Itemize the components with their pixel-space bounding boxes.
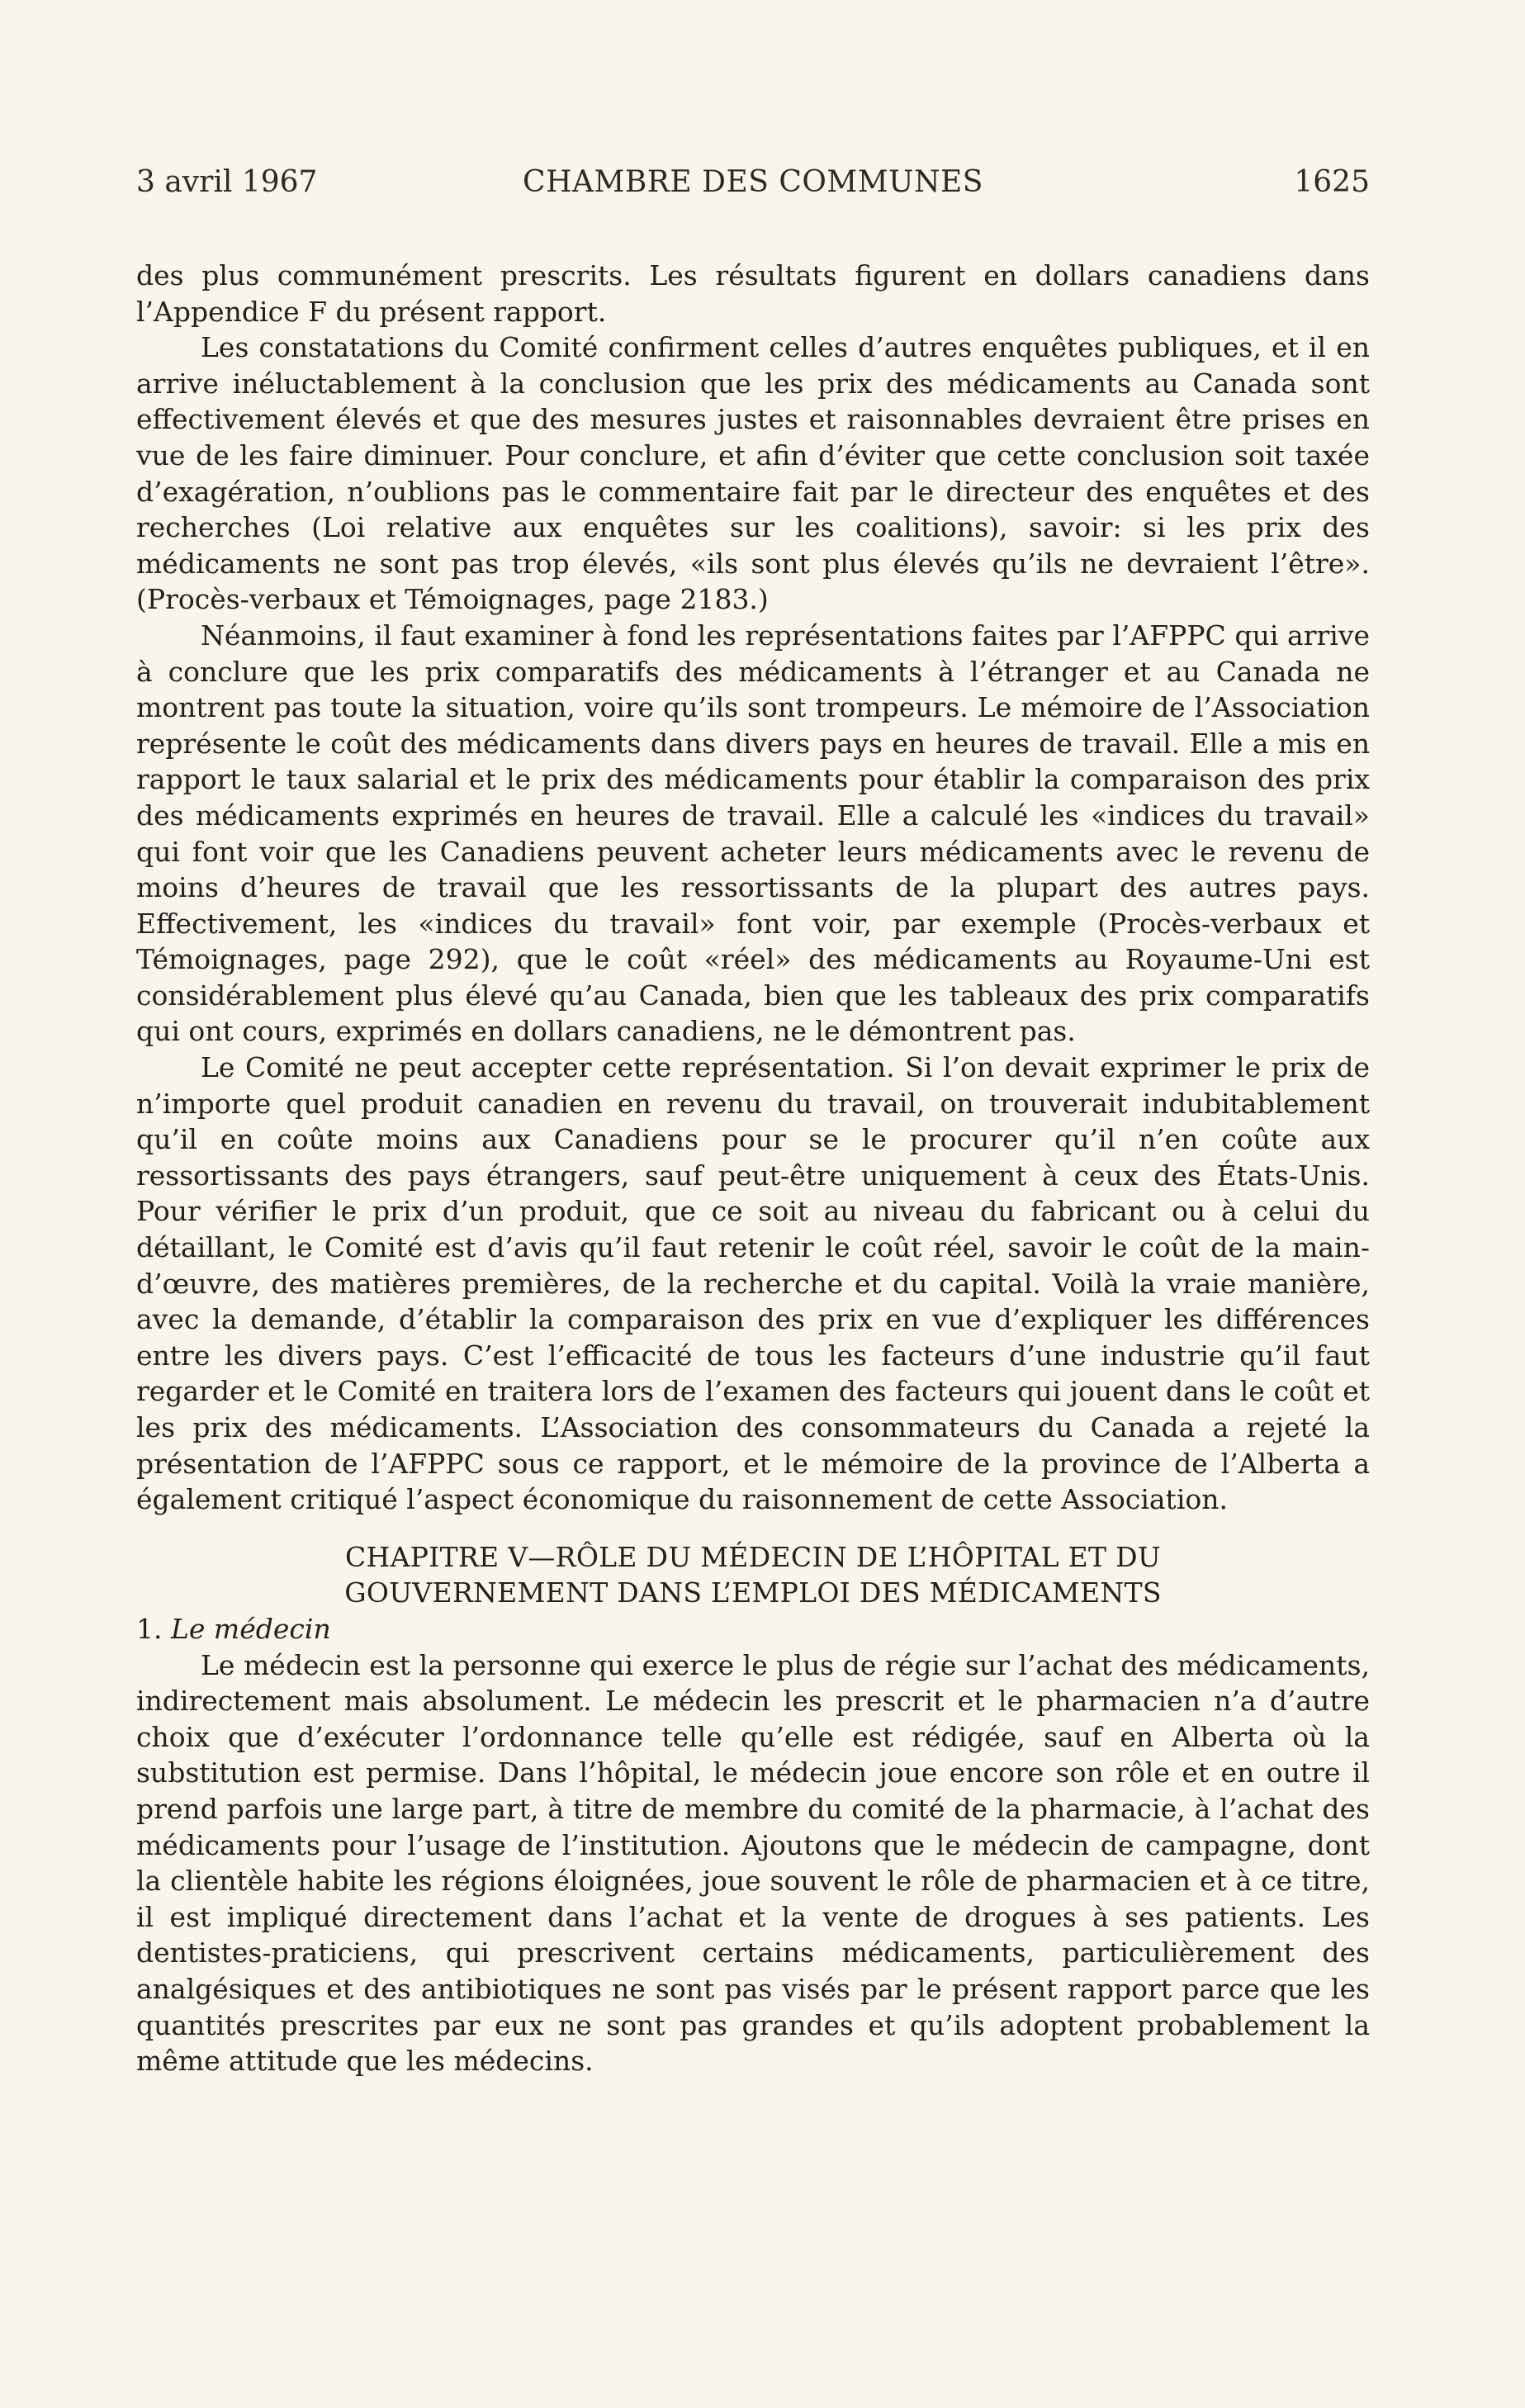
section-number: 1. <box>136 1612 163 1645</box>
paragraph-3: Néanmoins, il faut examiner à fond les représentations faites par l’AFPPC qui arrive à conclure que les prix comparatifs des médicaments à l’étranger et au Canada ne montrent pas toute la situation, voire qu’ils sont trompeurs. Le mémoire de l’Association représente le coût des médicaments dans divers pays en heures de travail. Elle a mis en rapport le taux salarial et le prix des médicaments pour établir la comparaison des prix des médicaments exprimés en heures de travail. Elle a calculé les «indices du travail» qui font voir que les Canadiens peuvent acheter leurs médicaments avec le revenu de moins d’heures de travail que les ressortissants de la plupart des autres pays. Effectivement, les «indices du travail» font voir, par exemple (Procès-verbaux et Témoignages, page 292), que le coût «réel» des médicaments au Royaume-Uni est considérablement plus élevé qu’au Canada, bien que les tableaux des prix comparatifs qui ont cours, exprimés en dollars canadiens, ne le démontrent pas. <box>136 619 1370 1048</box>
paragraph-4: Le Comité ne peut accepter cette représentation. Si l’on devait exprimer le prix de n’importe quel produit canadien en revenu du travail, on trouverait indubitablement qu’il en coûte moins aux Canadiens pour se le procurer qu’il n’en coûte aux ressortissants des pays étrangers, sauf peut-être uniquement à ceux des États-Unis. Pour vérifier le prix d’un produit, que ce soit au niveau du fabricant ou à celui du détaillant, le Comité est d’avis qu’il faut retenir le coût réel, savoir le coût de la main-d’œuvre, des matières premières, de la recherche et du capital. Voilà la vraie manière, avec la demande, d’établir la comparaison des prix en vue d’expliquer les différences entre les divers pays. C’est l’efficacité de tous les facteurs d’une industrie qu’il faut regarder et le Comité en traitera lors de l’examen des facteurs qui jouent dans le coût et les prix des médicaments. L’Association des consommateurs du Canada a rejeté la présentation de l’AFPPC sous ce rapport, et le mémoire de la province de l’Alberta a également critiqué l’aspect économique du raisonnement de cette Association. <box>136 1051 1370 1516</box>
header-title: CHAMBRE DES COMMUNES <box>523 165 983 199</box>
section-heading <box>136 1611 1370 1647</box>
paragraph-1: des plus communément prescrits. Les résultats figurent en dollars canadiens dans l’Appendice F du présent rapport. <box>136 259 1370 328</box>
chapter-heading <box>136 1539 1370 1611</box>
chapter-heading-line-1: CHAPITRE V—RÔLE DU MÉDECIN DE L’HÔPITAL ET DU <box>345 1540 1161 1573</box>
paragraph-2: Les constatations du Comité confirment celles d’autres enquêtes publiques, et il en arrive inéluctablement à la conclusion que les prix des médicaments au Canada sont effectivement élevés et que des mesures justes et raisonnables devraient être prises en vue de les faire diminuer. Pour conclure, et afin d’éviter que cette conclusion soit taxée d’exagération, n’oublions pas le commentaire fait par le directeur des enquêtes et des recherches (Loi relative aux enquêtes sur les coalitions), savoir: si les prix des médicaments ne sont pas trop élevés, «ils sont plus élevés qu’ils ne devraient l’être». (Procès-verbaux et Témoignages, page 2183.) <box>136 331 1370 616</box>
page-header <box>136 165 1370 206</box>
document-body <box>136 258 1370 2079</box>
paragraph-5: Le médecin est la personne qui exerce le plus de régie sur l’achat des médicaments, indirectement mais absolument. Le médecin les prescrit et le pharmacien n’a d’autre choix que d’exécuter l’ordonnance telle qu’elle est rédigée, sauf en Alberta où la substitution est permise. Dans l’hôpital, le médecin joue encore son rôle et en outre il prend parfois une large part, à titre de membre du comité de la pharmacie, à l’achat des médicaments pour l’usage de l’institution. Ajoutons que le médecin de campagne, dont la clientèle habite les régions éloignées, joue souvent le rôle de pharmacien et à ce titre, il est impliqué directement dans l’achat et la vente de drogues à ses patients. Les dentistes-praticiens, qui prescrivent certains médicaments, particulièrement des analgésiques et des antibiotiques ne sont pas visés par le présent rapport parce que les quantités prescrites par eux ne sont pas grandes et qu’ils adoptent probablement la même attitude que les médecins. <box>136 1648 1370 2078</box>
header-date: 3 avril 1967 <box>136 165 318 199</box>
page-number: 1625 <box>1294 165 1370 199</box>
chapter-heading-line-2: GOUVERNEMENT DANS L’EMPLOI DES MÉDICAMENTS <box>344 1576 1162 1609</box>
section-title: Le médecin <box>171 1612 331 1645</box>
